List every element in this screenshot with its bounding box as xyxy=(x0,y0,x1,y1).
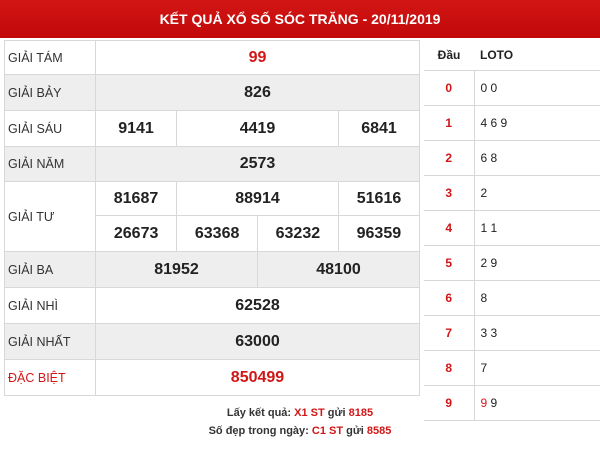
sms-text: gửi xyxy=(343,425,367,437)
loto-values: 4 6 9 xyxy=(474,106,600,141)
loto-values: 0 0 xyxy=(474,71,600,106)
loto-dau: 2 xyxy=(424,141,474,176)
loto-dau: 0 xyxy=(424,71,474,106)
loto-dau: 7 xyxy=(424,316,474,351)
loto-row xyxy=(424,316,600,351)
prize-label: GIẢI BẢY xyxy=(5,75,96,111)
loto-values: 6 8 xyxy=(474,141,600,176)
sms-number: 8585 xyxy=(366,425,392,437)
prize-value: 99 xyxy=(96,41,420,75)
prize-value: 63232 xyxy=(258,216,339,251)
loto-values: 2 9 xyxy=(474,246,600,281)
loto-row xyxy=(424,106,600,141)
loto-row xyxy=(424,211,600,246)
loto-table-container xyxy=(424,40,600,410)
prize-value: 826 xyxy=(96,75,420,111)
prize-row-special xyxy=(5,360,420,396)
prize-value: 4419 xyxy=(177,111,339,147)
loto-table xyxy=(424,40,600,421)
loto-dau: 6 xyxy=(424,281,474,316)
page-title: KẾT QUẢ XỔ SỐ SÓC TRĂNG - 20/11/2019 xyxy=(159,11,441,27)
prize-label: ĐẶC BIỆT xyxy=(5,360,96,396)
prize-label: GIẢI NHÌ xyxy=(5,288,96,324)
loto-row xyxy=(424,141,600,176)
results-table xyxy=(4,40,420,396)
prize-value: 63000 xyxy=(96,324,420,360)
prize-label: GIẢI NHẤT xyxy=(5,324,96,360)
prize-row-g1 xyxy=(5,324,420,360)
prize-value: 9141 xyxy=(96,111,177,147)
loto-digit: 9 xyxy=(487,396,498,410)
sms-line-results xyxy=(0,404,600,422)
sms-footer xyxy=(0,396,600,450)
loto-dau: 9 xyxy=(424,386,474,421)
prize-value: 81687 xyxy=(96,182,177,216)
prize-label: GIẢI BA xyxy=(5,252,96,288)
sms-code: X1 ST xyxy=(294,407,325,419)
prize-value: 63368 xyxy=(177,216,258,251)
prize-value: 62528 xyxy=(96,288,420,324)
prize-row-g3 xyxy=(5,252,420,288)
prize-value: 96359 xyxy=(356,224,402,242)
prize-label: GIẢI TƯ xyxy=(5,182,96,252)
loto-values: 3 3 xyxy=(474,316,600,351)
prize-value: 2573 xyxy=(96,147,420,182)
prize-value: 51616 xyxy=(339,182,420,216)
loto-row xyxy=(424,351,600,386)
prize-row-g8 xyxy=(5,41,420,75)
loto-values: 1 1 xyxy=(474,211,600,246)
sms-text: Lấy kết quả: xyxy=(226,407,295,419)
prize-row-g2 xyxy=(5,288,420,324)
loto-row xyxy=(424,246,600,281)
loto-row xyxy=(424,176,600,211)
prize-g4-subcells xyxy=(96,216,420,252)
loto-special-digit: 9 xyxy=(480,396,488,410)
loto-header-row xyxy=(424,40,600,71)
prize-row-g5 xyxy=(5,147,420,182)
loto-values: 2 xyxy=(474,176,600,211)
sms-line-lucky xyxy=(0,422,600,440)
loto-dau: 4 xyxy=(424,211,474,246)
loto-dau: 3 xyxy=(424,176,474,211)
sms-code: C1 ST xyxy=(311,425,344,437)
prize-value: 88914 xyxy=(177,182,339,216)
sms-number: 8185 xyxy=(348,407,374,419)
loto-dau: 5 xyxy=(424,246,474,281)
loto-values: 8 xyxy=(474,281,600,316)
prize-value: 26673 xyxy=(96,216,177,251)
prize-value: 48100 xyxy=(258,252,420,288)
loto-dau: 1 xyxy=(424,106,474,141)
prize-value-special: 850499 xyxy=(96,360,420,396)
results-title-bar xyxy=(0,0,600,38)
sms-text: Số đẹp trong ngày: xyxy=(208,425,312,437)
prize-row-g7 xyxy=(5,75,420,111)
prize-value: 6841 xyxy=(339,111,420,147)
results-table-container xyxy=(4,40,420,395)
loto-header-dau: Đầu xyxy=(424,40,474,71)
prize-value: 81952 xyxy=(96,252,258,288)
prize-row-g6 xyxy=(5,111,420,147)
prize-label: GIẢI TÁM xyxy=(5,41,96,75)
prize-row-g4 xyxy=(5,182,420,216)
sms-text: gửi xyxy=(324,407,349,419)
loto-row xyxy=(424,281,600,316)
loto-header-loto: LOTO xyxy=(474,40,600,71)
loto-row xyxy=(424,71,600,106)
prize-label: GIẢI SÁU xyxy=(5,111,96,147)
prize-label: GIẢI NĂM xyxy=(5,147,96,182)
loto-dau: 8 xyxy=(424,351,474,386)
loto-values: 7 xyxy=(474,351,600,386)
